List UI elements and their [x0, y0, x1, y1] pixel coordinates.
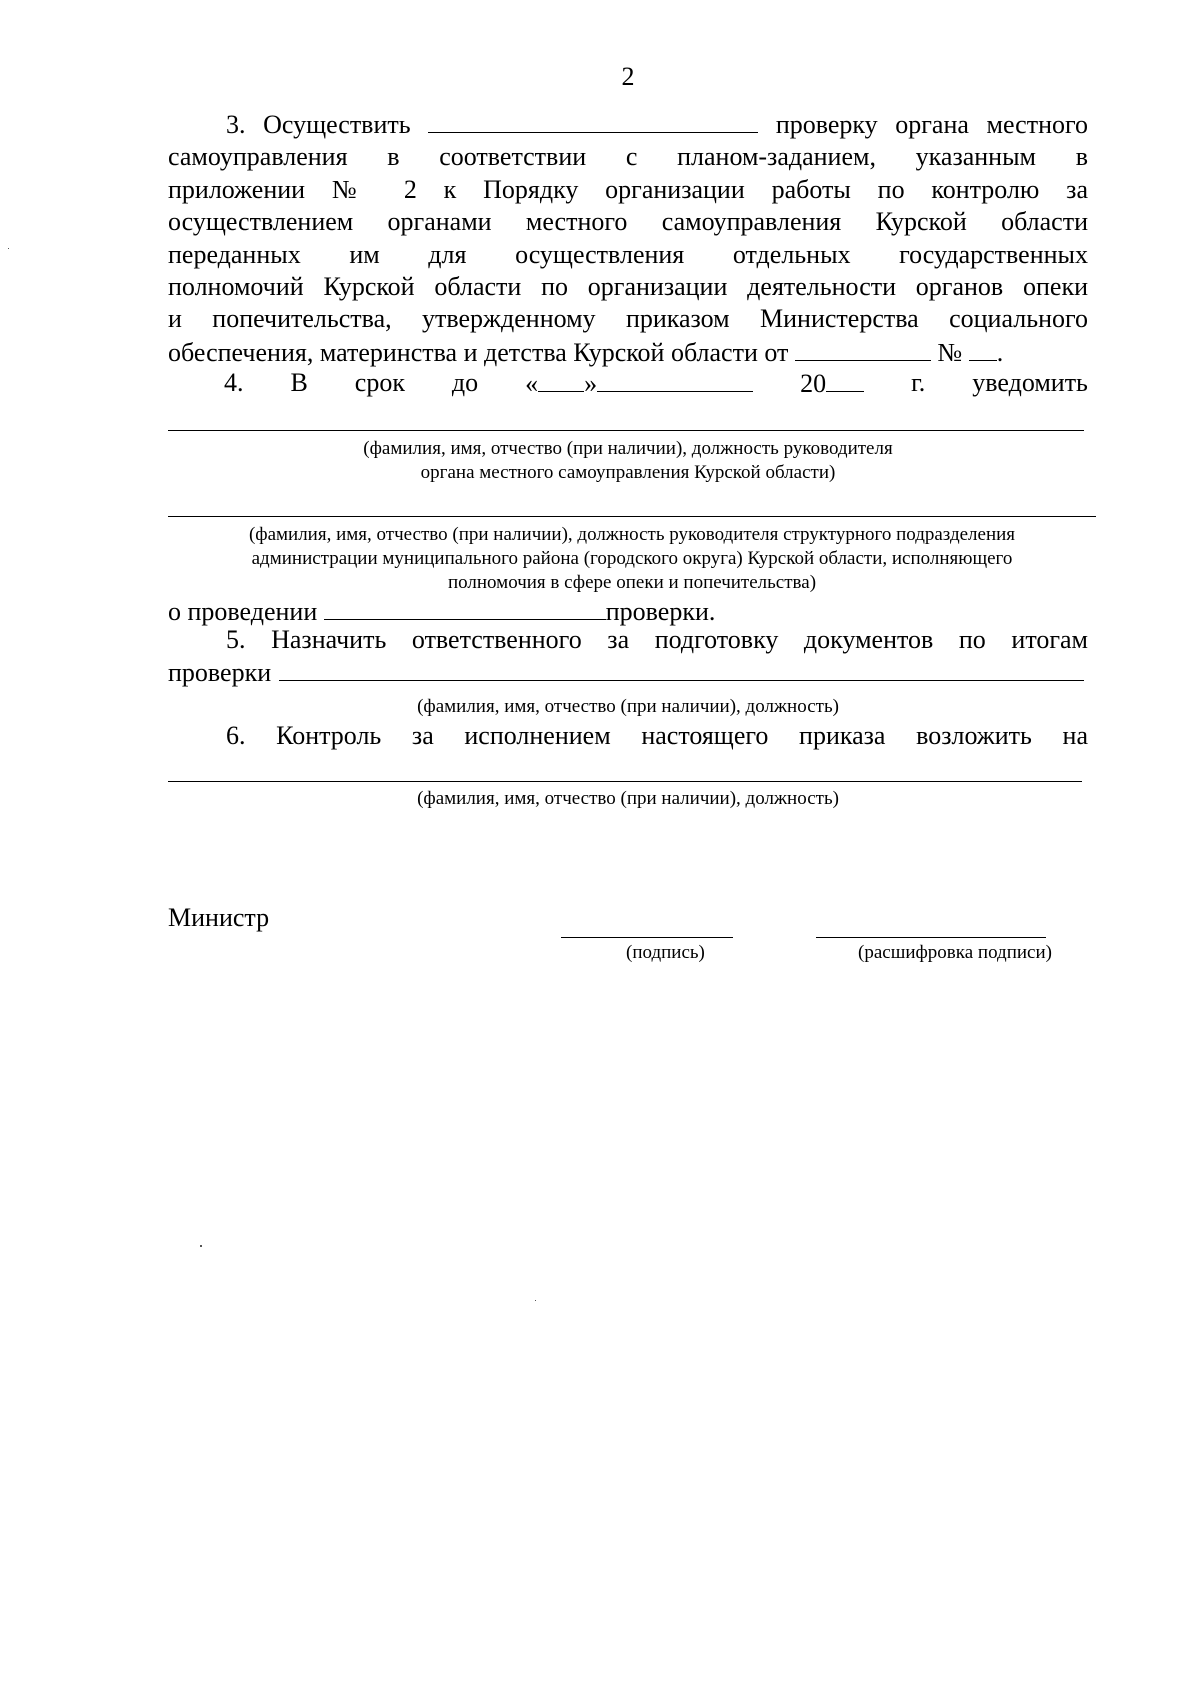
caption-department-line-1: (фамилия, имя, отчество (при наличии), должность руководителя структурного подразделения: [248, 524, 1016, 545]
responsible-person-blank[interactable]: [279, 656, 1084, 681]
p3-line-5: переданных им для осуществления отдельных государственных: [168, 239, 1088, 269]
page-number: 2: [621, 62, 635, 91]
caption-department-head: [168, 523, 1096, 595]
conduct-text-start: о проведении: [168, 597, 318, 626]
caption-head-official: [168, 437, 1088, 485]
scan-speck: [200, 1245, 202, 1247]
caption-signature-decode: (расшифровка подписи): [858, 942, 1052, 963]
paragraph-5-line-1: 5. Назначить ответственного за подготовку документов по итогам: [226, 625, 1088, 654]
minister-title: Министр: [168, 903, 270, 932]
deadline-day-blank[interactable]: [538, 367, 584, 392]
caption-responsible: (фамилия, имя, отчество (при наличии), должность): [417, 696, 839, 717]
quote-close: »: [584, 369, 598, 398]
quote-open: «: [525, 369, 539, 398]
p3-line-1: [168, 108, 1088, 141]
deadline-year-blank[interactable]: [826, 367, 864, 392]
p3-period: .: [996, 337, 1004, 367]
p4-word-notify: уведомить: [972, 368, 1088, 397]
p4-word-in: В: [290, 368, 308, 397]
p4-number: 4.: [224, 368, 244, 397]
caption-head-line-2: органа местного самоуправления Курской области): [420, 462, 836, 483]
p5-inspection-word: проверки: [168, 658, 272, 687]
caption-head-line-1: (фамилия, имя, отчество (при наличии), должность руководителя: [363, 438, 893, 459]
caption-control-person: (фамилия, имя, отчество (при наличии), должность): [417, 788, 839, 809]
inspection-type-blank[interactable]: [428, 108, 758, 133]
p3-line-3: приложении № 2 к Порядку организации работы по контролю за: [168, 174, 1088, 204]
caption-department-line-3: полномочия в сфере опеки и попечительства): [447, 572, 817, 593]
caption-signature: (подпись): [626, 942, 705, 963]
signature-decode-line[interactable]: [816, 937, 1046, 938]
scan-speck: [8, 248, 9, 249]
number-sign: №: [937, 337, 963, 367]
year-prefix: 20: [800, 369, 827, 398]
p3-text-end: проверку органа местного: [775, 110, 1089, 139]
head-name-line[interactable]: [168, 430, 1084, 431]
year-abbrev: г.: [911, 368, 926, 397]
p3-line-8: [168, 336, 1088, 369]
p3-line-6: полномочий Курской области по организации деятельности органов опеки: [168, 272, 1088, 302]
order-date-blank[interactable]: [795, 336, 931, 361]
paragraph-3: [168, 108, 1088, 369]
deadline-date: [525, 367, 753, 400]
p3-text-start: 3. Осуществить: [226, 110, 411, 139]
p3-order-text: обеспечения, материнства и детства Курской области от: [168, 337, 789, 367]
order-number-blank[interactable]: [969, 336, 997, 361]
p3-line-2: самоуправления в соответствии с планом-заданием, указанным в: [168, 142, 1088, 172]
paragraph-4: [168, 367, 1088, 400]
deadline-month-blank[interactable]: [597, 367, 753, 392]
control-person-line[interactable]: [168, 781, 1082, 782]
paragraph-5-line-2: [168, 656, 1088, 689]
p4-word-term: срок: [354, 368, 405, 397]
p4-word-until: до: [451, 368, 479, 397]
conduct-text-end: проверки.: [605, 597, 716, 626]
signature-line[interactable]: [561, 937, 733, 938]
p3-line-7: и попечительства, утвержденному приказом Министерства социального: [168, 304, 1088, 334]
caption-department-line-2: администрации муниципального района (городского округа) Курской области, исполняющего: [251, 548, 1013, 569]
conduct-inspection-type-blank[interactable]: [324, 595, 606, 620]
scan-speck: [535, 1300, 536, 1301]
p3-line-4: осуществлением органами местного самоуправления Курской области: [168, 207, 1088, 237]
paragraph-6: 6. Контроль за исполнением настоящего приказа возложить на: [226, 721, 1088, 750]
department-head-name-line[interactable]: [168, 516, 1096, 517]
deadline-year: [800, 367, 864, 400]
